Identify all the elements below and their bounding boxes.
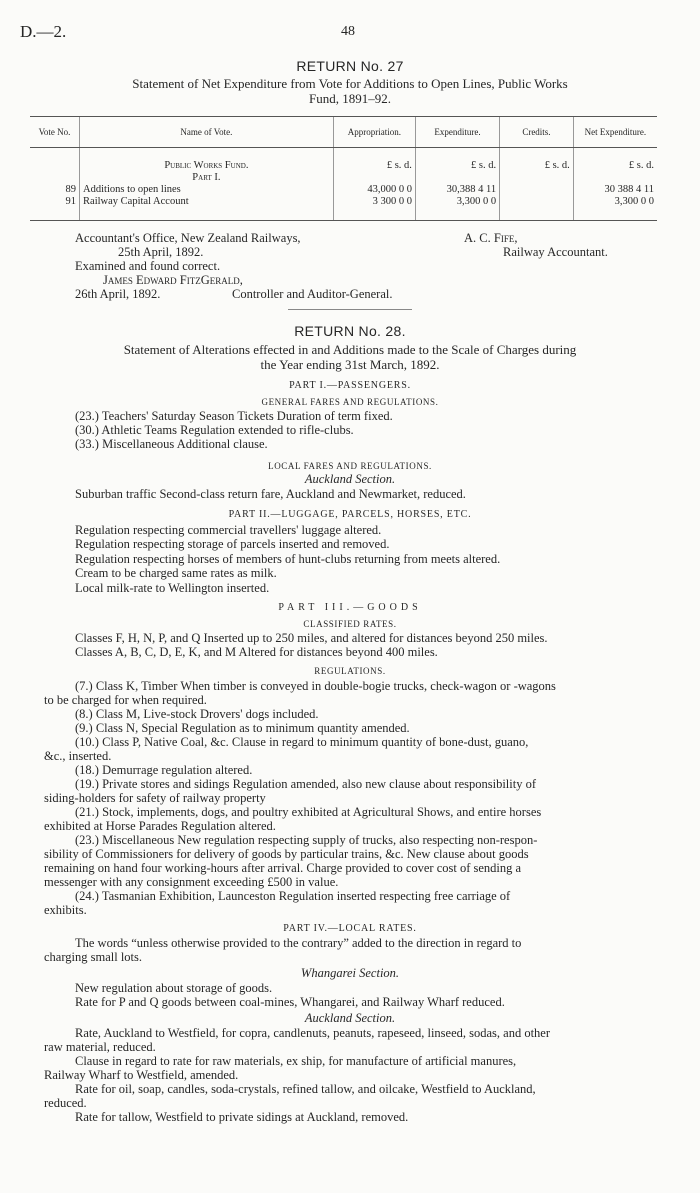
col-credits: Credits.: [500, 117, 574, 148]
auckland-section-heading: Auckland Section.: [304, 472, 396, 486]
list-item: Rate for oil, soap, candles, soda-crystals, refined tallow, and oilcake, Westfield to Auckland,: [75, 1082, 536, 1096]
list-item: (33.) Miscellaneous Additional clause.: [75, 437, 268, 451]
general-fares-heading: GENERAL FARES AND REGULATIONS.: [261, 397, 439, 407]
list-item: (23.) Teachers' Saturday Season Tickets Duration of term fixed.: [75, 409, 393, 423]
list-item: The words “unless otherwise provided to the contrary” added to the direction in regard to: [75, 936, 522, 950]
part-2-heading: PART II.—LUGGAGE, PARCELS, HORSES, ETC.: [228, 509, 472, 520]
list-item: Railway Wharf to Westfield, amended.: [44, 1068, 239, 1082]
appropriation: 43,000 0 0: [333, 184, 415, 196]
list-item: Suburban traffic Second-class return fare, Auckland and Newmarket, reduced.: [75, 487, 466, 501]
signer-name: A. C. Fife,: [464, 231, 518, 245]
list-item: New regulation about storage of goods.: [75, 981, 273, 995]
list-item: Rate for P and Q goods between coal-mines, Whangarei, and Railway Wharf reduced.: [75, 995, 505, 1009]
regulations-heading: REGULATIONS.: [314, 666, 386, 676]
signer-title: Railway Accountant.: [503, 245, 608, 259]
return-27-title: RETURN No. 27: [296, 58, 404, 74]
list-item: (30.) Athletic Teams Regulation extended to rifle-clubs.: [75, 423, 354, 437]
list-item: (19.) Private stores and sidings Regulation amended, also new clause about responsibility of: [75, 777, 537, 791]
net-expenditure: 30 388 4 11: [573, 184, 657, 196]
list-item: Rate, Auckland to Westfield, for copra, candlenuts, peanuts, rapeseed, linseed, sodas, and other: [75, 1026, 551, 1040]
auditor-title: Controller and Auditor-General.: [232, 287, 393, 301]
net-expenditure: 3,300 0 0: [573, 196, 657, 208]
part-3-heading: PART III.—GOODS: [278, 602, 422, 613]
whangarei-section-heading: Whangarei Section.: [300, 966, 400, 980]
list-item: Rate for tallow, Westfield to private sidings at Auckland, removed.: [75, 1110, 409, 1124]
credits: [500, 196, 574, 208]
list-item: siding-holders for safety of railway property: [44, 791, 266, 805]
list-item: (7.) Class K, Timber When timber is conveyed in double-bogie trucks, check-wagon or -wagons: [75, 679, 556, 693]
money-heading: £ s. d.: [573, 160, 657, 172]
table-row: [30, 184, 657, 196]
examined-line: Examined and found correct.: [75, 259, 221, 273]
list-item: (24.) Tasmanian Exhibition, Launceston Regulation inserted respecting free carriage of: [75, 889, 511, 903]
col-net-expenditure: Net Expenditure.: [573, 117, 657, 148]
return-28-subtitle-2: the Year ending 31st March, 1892.: [260, 357, 440, 372]
list-item: sibility of Commissioners for delivery of goods by particular trains, &c. New clause about goods: [44, 847, 529, 861]
fund-heading: Public Works Fund.: [80, 160, 334, 172]
list-item: messenger with any consignment exceeding £500 in value.: [44, 875, 339, 889]
expenditure: 30,388 4 11: [415, 184, 499, 196]
list-item: (8.) Class M, Live-stock Drovers' dogs included.: [75, 707, 319, 721]
list-item: raw material, reduced.: [44, 1040, 156, 1054]
list-item: &c., inserted.: [44, 749, 112, 763]
section-divider: [288, 309, 412, 310]
signoff-date-1: 25th April, 1892.: [118, 245, 204, 259]
signoff-date-2: 26th April, 1892.: [75, 287, 161, 301]
vote-name: Additions to open lines: [80, 184, 334, 196]
list-item: Regulation respecting storage of parcels inserted and removed.: [75, 537, 390, 551]
return-28-subtitle-1: Statement of Alterations effected in and Additions made to the Scale of Charges during: [123, 342, 577, 357]
auckland-section-heading: Auckland Section.: [304, 1011, 396, 1025]
document-reference: D.—2.: [20, 22, 67, 41]
list-item: Classes F, H, N, P, and Q Inserted up to 250 miles, and altered for distances beyond 250 miles.: [75, 631, 548, 645]
money-heading: £ s. d.: [415, 160, 499, 172]
list-item: Regulation respecting commercial travellers' luggage altered.: [75, 523, 382, 537]
list-item: (21.) Stock, implements, dogs, and poultry exhibited at Agricultural Shows, and entire horses: [75, 805, 542, 819]
money-heading: £ s. d.: [333, 160, 415, 172]
list-item: Cream to be charged same rates as milk.: [75, 566, 277, 580]
vote-name: Railway Capital Account: [80, 196, 334, 208]
office-line: Accountant's Office, New Zealand Railways,: [75, 231, 301, 245]
auditor-name: James Edward FitzGerald,: [103, 273, 243, 287]
appropriation: 3 300 0 0: [333, 196, 415, 208]
list-item: (23.) Miscellaneous New regulation respecting supply of trucks, also respecting non-respon-: [75, 833, 538, 847]
part-1-heading: PART I.—PASSENGERS.: [289, 380, 411, 391]
money-heading: £ s. d.: [500, 160, 574, 172]
col-vote-no: Vote No.: [30, 117, 80, 148]
col-appropriation: Appropriation.: [333, 117, 415, 148]
vote-expenditure-table: [30, 116, 657, 221]
part-heading: Part I.: [80, 172, 334, 184]
vote-no: 91: [65, 196, 77, 207]
list-item: (10.) Class P, Native Coal, &c. Clause in regard to minimum quantity of bone-dust, guano,: [75, 735, 529, 749]
list-item: (18.) Demurrage regulation altered.: [75, 763, 253, 777]
classified-rates-heading: CLASSIFIED RATES.: [303, 619, 397, 629]
list-item: (9.) Class N, Special Regulation as to minimum quantity amended.: [75, 721, 410, 735]
return-27-subtitle-2: Fund, 1891–92.: [309, 91, 391, 106]
vote-no: 89: [65, 184, 77, 195]
table-row: [30, 196, 657, 208]
list-item: Regulation respecting horses of members of hunt-clubs returning from meets altered.: [75, 552, 501, 566]
credits: [500, 184, 574, 196]
list-item: to be charged for when required.: [44, 693, 207, 707]
col-expenditure: Expenditure.: [415, 117, 499, 148]
return-27-subtitle-1: Statement of Net Expenditure from Vote for Additions to Open Lines, Public Works: [132, 76, 568, 91]
list-item: remaining on hand four working-hours after arrival. Charge provided to cover cost of sending a: [44, 861, 522, 875]
col-name-of-vote: Name of Vote.: [80, 117, 334, 148]
list-item: charging small lots.: [44, 950, 143, 964]
list-item: Clause in regard to rate for raw materials, ex ship, for manufacture of artificial manures,: [75, 1054, 517, 1068]
expenditure: 3,300 0 0: [415, 196, 499, 208]
return-28-title: RETURN No. 28.: [294, 323, 406, 339]
local-fares-heading: LOCAL FARES AND REGULATIONS.: [268, 461, 432, 471]
list-item: Local milk-rate to Wellington inserted.: [75, 581, 270, 595]
page-number: 48: [341, 24, 355, 39]
list-item: exhibits.: [44, 903, 87, 917]
list-item: exhibited at Horse Parades Regulation altered.: [44, 819, 276, 833]
part-4-heading: PART IV.—LOCAL RATES.: [283, 923, 417, 934]
list-item: Classes A, B, C, D, E, K, and M Altered for distances beyond 400 miles.: [75, 645, 438, 659]
list-item: reduced.: [44, 1096, 87, 1110]
